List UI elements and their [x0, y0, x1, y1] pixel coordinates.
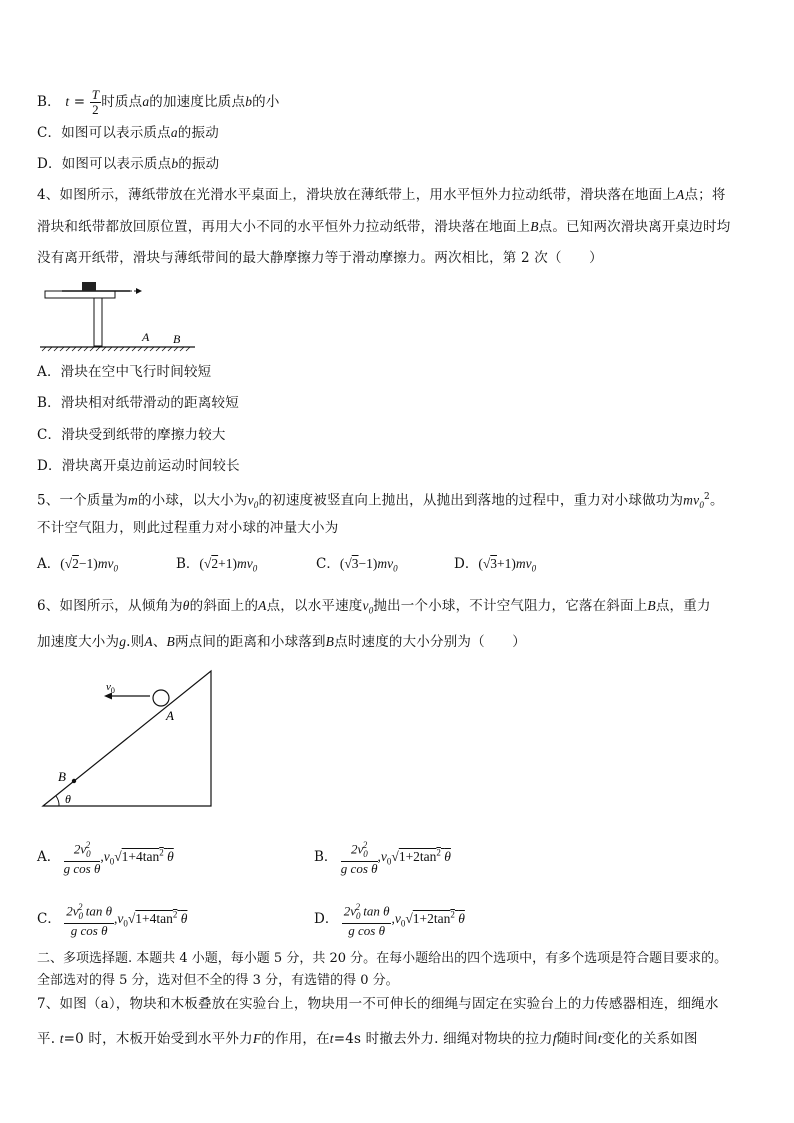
- q4-figure-table: [40, 278, 200, 354]
- q4-stem-line1: 4、如图所示，薄纸带放在光滑水平桌面上，滑块放在薄纸带上，用水平恒外力拉动纸带，滑块落在地面上A点；将: [37, 187, 726, 203]
- fig-label-b: B: [173, 332, 181, 346]
- q4-stem-line2: 滑块和纸带都放回原位置，再用大小不同的水平恒外力拉动纸带，滑块落在地面上B点。已知两次滑块离开桌边时均: [37, 219, 731, 235]
- q6-option-a: A． $\frac{2v_0^2}{\text{g cos θ}}$ $,v_0√1+4\tan^2$ θ: [37, 840, 174, 876]
- fig-label-b: B: [58, 769, 66, 784]
- q7-stem-line1: 7、如图（a），物块和木板叠放在实验台上，物块用一不可伸长的细绳与固定在实验台上的力传感器相连，细绳水: [37, 996, 719, 1012]
- q5-option-b: B．$(√2+1)mv_0$: [176, 556, 258, 574]
- q5-option-a: A．$(√2-1)mv_0$: [37, 556, 119, 574]
- angle-arc: [56, 796, 59, 806]
- fraction-t-over-2: $\frac{T}{2}$: [91, 87, 100, 117]
- q4-option-a: A．滑块在空中飞行时间较短: [37, 364, 212, 380]
- section2-instructions-line1: 二、多项选择题. 本题共 4 小题，每小题 5 分，共 20 分。在每小题给出的四个选项中，有多个选项是符合题目要求的。: [37, 951, 728, 966]
- slider-block: [82, 282, 96, 291]
- q6-option-c: C． $\frac{2v_0^2 \tan \theta}{\text{g cos θ}}$ $,v_0√1+4\tan^2$ θ: [37, 902, 188, 938]
- q5-option-c: C．$(√3-1)mv_0$: [316, 556, 398, 574]
- ground-hatching: [42, 347, 190, 351]
- fig-label-a: A: [166, 708, 174, 723]
- pull-arrow-icon: [136, 288, 142, 294]
- table-top: [45, 291, 115, 298]
- fig-label-a: A: [142, 330, 150, 344]
- fig-label-theta: θ: [65, 792, 71, 806]
- section2-instructions-line2: 全部选对的得 5 分，选对但不全的得 3 分，有选错的得 0 分。: [37, 973, 399, 988]
- q4-stem-line3: 没有离开纸带，滑块与薄纸带间的最大静摩擦力等于滑动摩擦力。两次相比，第 2 次（ ）: [37, 250, 603, 266]
- q4-option-c: C．滑块受到纸带的摩擦力较大: [37, 427, 226, 443]
- q3-option-d: D．如图可以表示质点b的振动: [37, 156, 220, 172]
- q5-stem-line1: 5、一个质量为m的小球，以大小为$v_0$的初速度被竖直向上抛出，从抛出到落地的过程中，重力对小球做功为$mv_0^2$。: [37, 492, 724, 511]
- q5-stem-line2: 不计空气阻力，则此过程重力对小球的冲量大小为: [37, 520, 339, 536]
- q4-option-b: B．滑块相对纸带滑动的距离较短: [37, 395, 239, 411]
- q3-option-c: C．如图可以表示质点a的振动: [37, 125, 219, 141]
- q6-stem-line2: 加速度大小为g.则A、B两点间的距离和小球落到B点时速度的大小分别为（ ）: [37, 634, 526, 650]
- q7-stem-line2: 平. t=0 时，木板开始受到水平外力F的作用，在t=4s 时撤去外力. 细绳对物块的拉力f随时间t变化的关系如图: [37, 1031, 698, 1047]
- q6-option-b: B． $\frac{2v_0^2}{\text{g cos θ}}$ $,v_0√1+2\tan^2$ θ: [314, 840, 451, 876]
- q6-figure-incline: [40, 668, 220, 810]
- q4-option-d: D．滑块离开桌边前运动时间较长: [37, 458, 240, 474]
- incline-triangle: [43, 671, 211, 806]
- svg-text:v0: $v_0$: [106, 681, 115, 695]
- table-leg: [94, 298, 102, 346]
- q6-stem-line1: 6、如图所示，从倾角为θ的斜面上的A点，以水平速度$v_0$抛出一个小球，不计空气阻力，它落在斜面上B点，重力: [37, 598, 711, 616]
- point-b: [72, 779, 76, 783]
- q5-option-d: D．$(√3+1)mv_0$: [454, 556, 537, 574]
- q6-option-d: D． $\frac{2v_0^2 \tan \theta}{\text{g cos θ}}$ $,v_0√1+2\tan^2$ θ: [314, 902, 465, 938]
- ball: [153, 690, 169, 706]
- q3-option-b: B． t = $\frac{T}{2}$ 时质点a的加速度比质点b的小: [37, 87, 280, 117]
